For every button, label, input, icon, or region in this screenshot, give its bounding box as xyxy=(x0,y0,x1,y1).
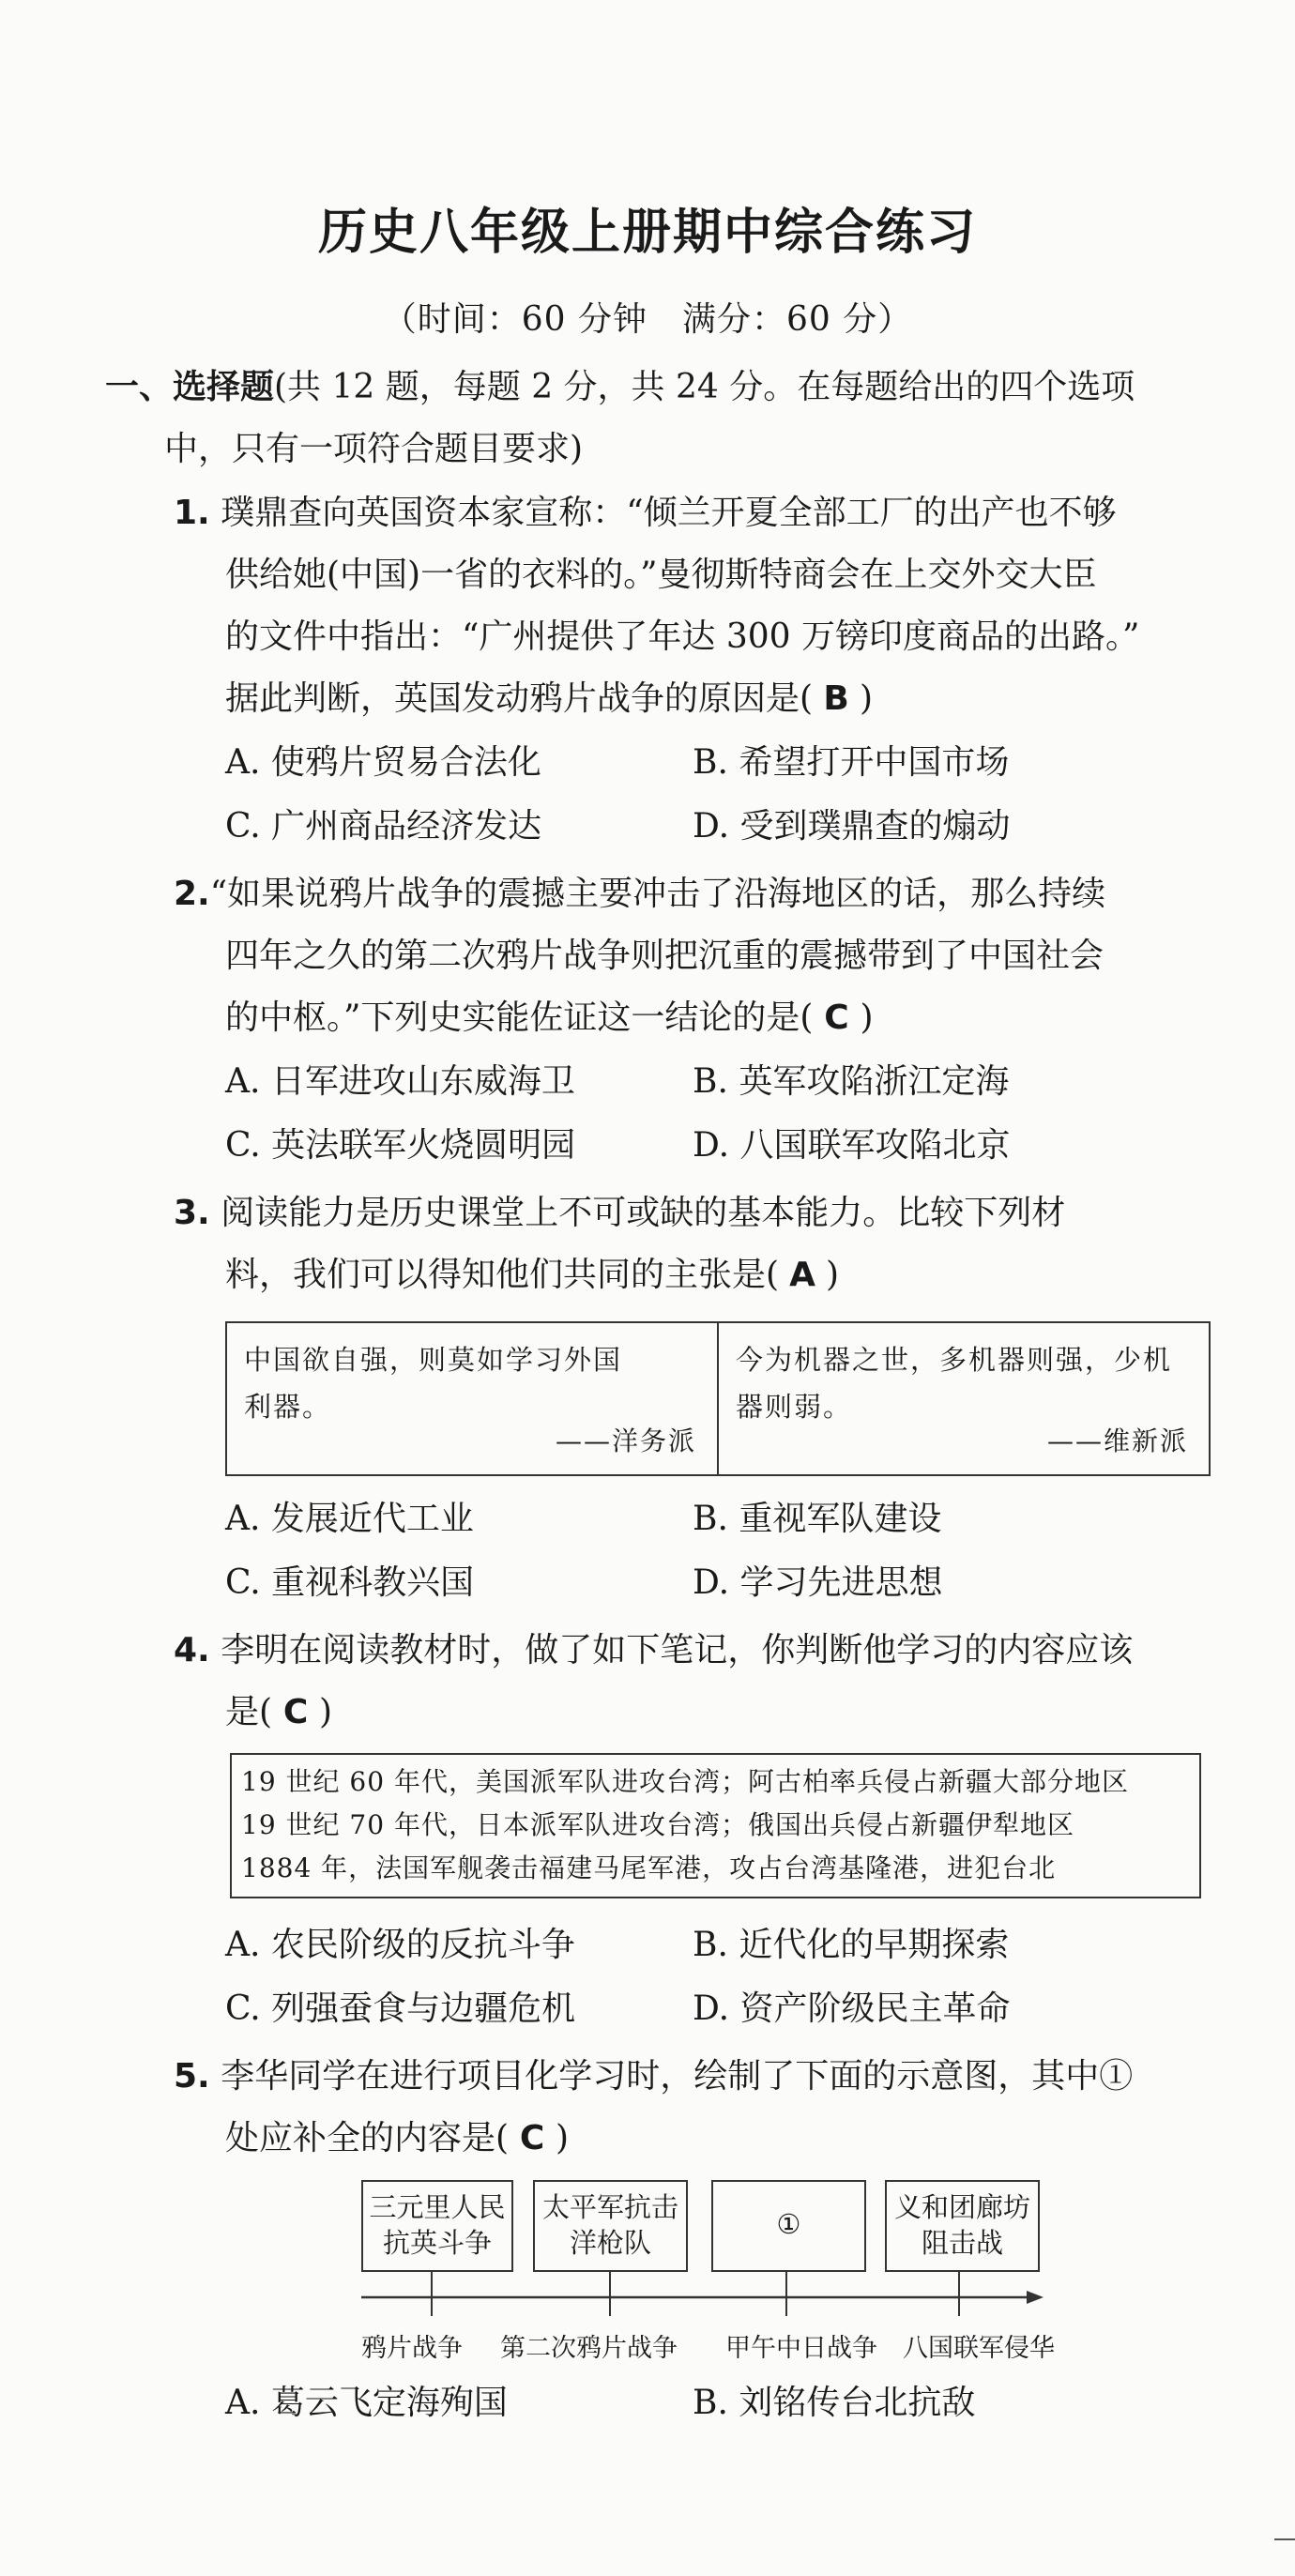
option-d: D. 学习先进思想 xyxy=(693,1563,943,1602)
quote-source: ——维新派 xyxy=(1046,1425,1188,1456)
paren: ) xyxy=(860,679,874,718)
option-a: A. 葛云飞定海殉国 xyxy=(225,2384,508,2422)
box-text: 洋枪队 xyxy=(569,2227,651,2259)
paren: ) xyxy=(860,998,874,1037)
question-text: 据此判断，英国发动鸦片战争的原因是( xyxy=(225,679,814,718)
question-text: 处应补全的内容是( xyxy=(225,2119,510,2157)
page-edge-mark xyxy=(1274,2538,1295,2540)
note-line: 1884 年，法国军舰袭击福建马尾军港，攻占台湾基隆港，进犯台北 xyxy=(241,1852,1057,1883)
timeline-box xyxy=(885,2180,1040,2272)
question-text: 李明在阅读教材时，做了如下笔记，你判断他学习的内容应该 xyxy=(221,1631,1134,1669)
section-desc-1: (共 12 题，每题 2 分，共 24 分。在每题给出的四个选项 xyxy=(274,368,1135,406)
timeline-label: 鸦片战争 xyxy=(361,2334,463,2363)
paren: ) xyxy=(826,1256,840,1294)
note-line: 19 世纪 70 年代，日本派军队进攻台湾；俄国出兵侵占新疆伊犁地区 xyxy=(241,1809,1074,1840)
note-line: 19 世纪 60 年代，美国派军队进攻台湾；阿古柏率兵侵占新疆大部分地区 xyxy=(241,1766,1129,1797)
option-b: B. 重视军队建设 xyxy=(693,1500,942,1538)
quote-text: 中国欲自强，则莫如学习外国 xyxy=(244,1344,623,1376)
quote-text: 器则弱。 xyxy=(736,1391,853,1423)
option-b: B. 希望打开中国市场 xyxy=(693,743,1010,782)
question-number: 1. xyxy=(174,494,210,532)
quote-text: 今为机器之世，多机器则强，少机 xyxy=(736,1344,1173,1376)
box-text: 抗英斗争 xyxy=(382,2227,492,2259)
paren: ) xyxy=(319,1693,333,1731)
quote-text: 利器。 xyxy=(244,1391,332,1423)
timeline-box xyxy=(533,2180,688,2272)
option-b: B. 刘铭传台北抗敌 xyxy=(693,2384,976,2422)
blank-marker: ① xyxy=(776,2208,801,2240)
answer: C xyxy=(282,1693,309,1731)
option-a: A. 农民阶级的反抗斗争 xyxy=(225,1926,575,1964)
option-d: D. 资产阶级民主革命 xyxy=(693,1989,1011,2028)
timeline-label: 甲午中日战争 xyxy=(725,2334,877,2363)
answer: C xyxy=(519,2119,545,2157)
exam-info: （时间：60 分钟 满分：60 分） xyxy=(382,300,913,339)
option-a: A. 日军进攻山东威海卫 xyxy=(225,1062,575,1101)
answer: A xyxy=(789,1256,815,1294)
section-desc-2: 中，只有一项符合题目要求) xyxy=(164,430,584,468)
option-c: C. 重视科教兴国 xyxy=(225,1563,475,1602)
page-title: 历史八年级上册期中综合练习 xyxy=(317,205,977,261)
question-text: 的文件中指出：“广州提供了年达 300 万镑印度商品的出路。” xyxy=(225,617,1140,656)
paren: ) xyxy=(556,2119,570,2157)
question-number: 3. xyxy=(174,1194,210,1232)
question-number: 5. xyxy=(174,2057,210,2096)
option-c: C. 英法联军火烧圆明园 xyxy=(225,1126,576,1165)
option-b: B. 近代化的早期探索 xyxy=(693,1926,1010,1964)
question-text: 是( xyxy=(225,1693,273,1731)
timeline-box-blank xyxy=(711,2180,866,2272)
question-text: 阅读能力是历史课堂上不可或缺的基本能力。比较下列材 xyxy=(221,1194,1066,1232)
box-text: 义和团廊坊 xyxy=(893,2191,1030,2223)
arrow-icon xyxy=(1027,2291,1044,2304)
answer: C xyxy=(824,998,849,1037)
option-c: C. 列强蚕食与边疆危机 xyxy=(225,1989,576,2028)
box-text: 三元里人民 xyxy=(369,2191,506,2223)
option-d: D. 八国联军攻陷北京 xyxy=(693,1126,1011,1165)
option-c: C. 广州商品经济发达 xyxy=(225,807,542,846)
question-number: 4. xyxy=(174,1631,210,1669)
question-text: 的中枢。”下列史实能佐证这一结论的是( xyxy=(225,998,814,1037)
question-text: 料，我们可以得知他们共同的主张是( xyxy=(225,1256,780,1294)
question-text: 供给她(中国)一省的衣料的。”曼彻斯特商会在上交外交大臣 xyxy=(225,556,1097,594)
question-text: “如果说鸦片战争的震撼主要冲击了沿海地区的话，那么持续 xyxy=(209,875,1106,913)
box-text: 太平军抗击 xyxy=(541,2191,678,2223)
option-a: A. 发展近代工业 xyxy=(225,1500,474,1538)
box-text: 阻击战 xyxy=(921,2227,1003,2259)
question-text: 李华同学在进行项目化学习时，绘制了下面的示意图，其中① xyxy=(221,2057,1134,2096)
option-a: A. 使鸦片贸易合法化 xyxy=(225,743,541,782)
timeline-label: 第二次鸦片战争 xyxy=(500,2334,678,2363)
timeline-label: 八国联军侵华 xyxy=(903,2334,1055,2363)
option-b: B. 英军攻陷浙江定海 xyxy=(693,1062,1010,1101)
section-title: 一、选择题 xyxy=(105,368,275,406)
question-text: 四年之久的第二次鸦片战争则把沉重的震撼带到了中国社会 xyxy=(225,937,1105,975)
option-d: D. 受到璞鼎查的煽动 xyxy=(693,807,1011,846)
timeline-box xyxy=(361,2180,513,2272)
question-text: 璞鼎查向英国资本家宣称：“倾兰开夏全部工厂的出产也不够 xyxy=(221,494,1117,532)
quote-source: ——洋务派 xyxy=(555,1425,696,1456)
answer: B xyxy=(823,679,849,718)
question-number: 2. xyxy=(174,875,210,913)
